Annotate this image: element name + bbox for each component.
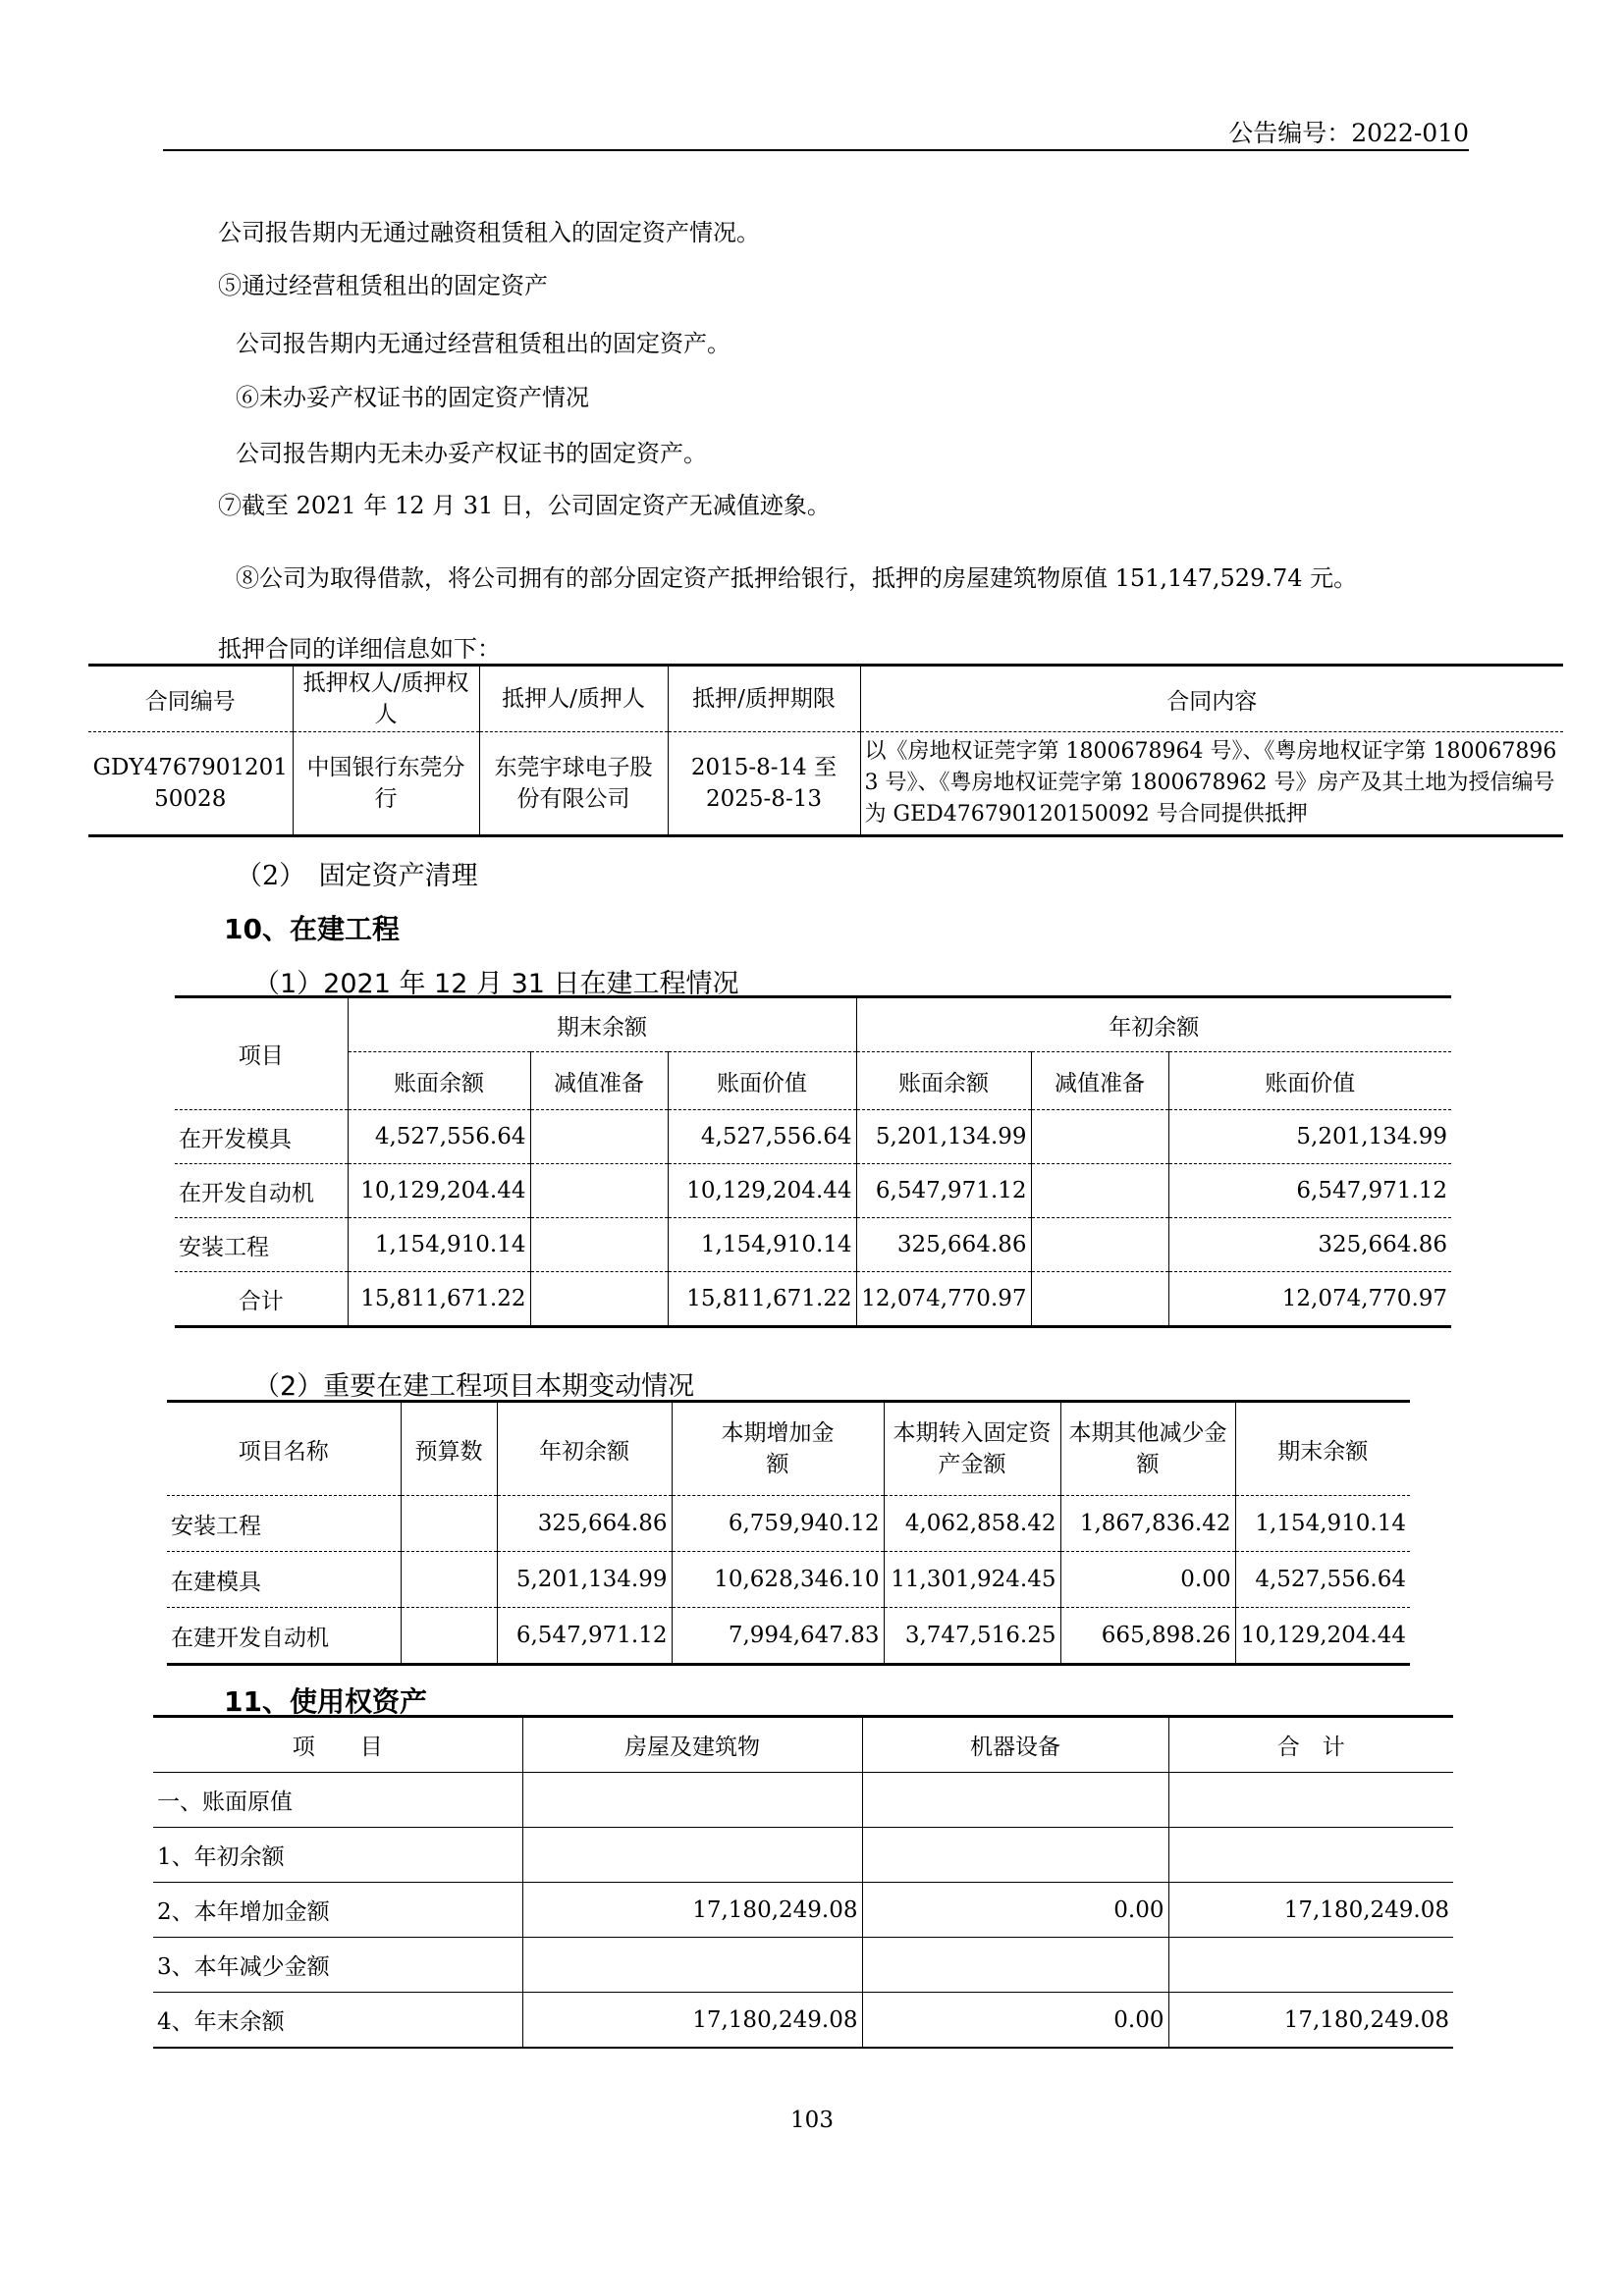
row-item: 安装工程 [175, 1218, 348, 1272]
project-name: 在建开发自动机 [167, 1608, 401, 1665]
table-row [167, 1496, 1410, 1552]
table-row [153, 1883, 1453, 1938]
end-book: 4,527,556.64 [348, 1110, 530, 1164]
col-building: 房屋及建筑物 [522, 1717, 862, 1773]
machine: 0.00 [862, 1993, 1168, 2049]
contract-no: GDY476790120150028 [88, 732, 293, 836]
end-book: 10,129,204.44 [348, 1164, 530, 1218]
page-number: 103 [790, 2108, 834, 2133]
group-begin-balance: 年初余额 [856, 997, 1451, 1052]
table-row [175, 1218, 1451, 1272]
paragraph-mortgage: ⑧公司为取得借款，将公司拥有的部分固定资产抵押给银行，抵押的房屋建筑物原值 151,147,529.74 元。 [236, 564, 1358, 592]
end-value: 15,811,671.22 [668, 1272, 856, 1327]
to-fixed: 3,747,516.25 [884, 1608, 1060, 1665]
end-balance: 10,129,204.44 [1235, 1608, 1410, 1665]
row-item: 2、本年增加金额 [153, 1883, 522, 1938]
col-name: 项目名称 [167, 1402, 401, 1496]
paragraph-no-cert-heading: ⑥未办妥产权证书的固定资产情况 [236, 384, 589, 411]
end-value: 10,129,204.44 [668, 1164, 856, 1218]
increase: 10,628,346.10 [672, 1552, 884, 1608]
table-row [153, 1773, 1453, 1828]
col-begin: 年初余额 [497, 1402, 672, 1496]
col-beg-value: 账面价值 [1168, 1052, 1451, 1110]
budget [401, 1552, 497, 1608]
col-mortgagor: 抵押人/质押人 [479, 666, 668, 732]
table-row [167, 1608, 1410, 1665]
beg-value: 12,074,770.97 [1168, 1272, 1451, 1327]
cip-section-title: 10、在建工程 [224, 913, 400, 945]
other-decrease: 0.00 [1060, 1552, 1235, 1608]
end-impair [530, 1164, 668, 1218]
row-item: 一、账面原值 [153, 1773, 522, 1828]
cip-balance-table [175, 995, 1451, 1328]
contract-content: 以《房地权证莞字第 1800678964 号》、《粤房地权证字第 1800678963 号》、《粤房地权证莞字第 1800678962 号》房产及其土地为授信编号为 GED476790120150092 号合同提供抵押 [860, 732, 1563, 836]
col-beg-book: 账面余额 [856, 1052, 1031, 1110]
table-header-row [88, 666, 1563, 732]
beg-book: 5,201,134.99 [856, 1110, 1031, 1164]
budget [401, 1496, 497, 1552]
cip-table1-title: （1）2021 年 12 月 31 日在建工程情况 [253, 969, 739, 999]
increase: 7,994,647.83 [672, 1608, 884, 1665]
end-balance: 4,527,556.64 [1235, 1552, 1410, 1608]
fixed-asset-cleanup-heading: （2） 固定资产清理 [236, 861, 478, 891]
total [1168, 1938, 1453, 1993]
beg-book: 325,664.86 [856, 1218, 1031, 1272]
table-row [88, 732, 1563, 836]
other-decrease: 665,898.26 [1060, 1608, 1235, 1665]
group-end-balance: 期末余额 [348, 997, 856, 1052]
table-row [167, 1552, 1410, 1608]
row-item: 3、本年减少金额 [153, 1938, 522, 1993]
rou-section-title: 11、使用权资产 [224, 1685, 427, 1718]
col-increase: 本期增加金额 [672, 1402, 884, 1496]
building [522, 1938, 862, 1993]
beg-value: 5,201,134.99 [1168, 1110, 1451, 1164]
paragraph-mortgage-detail-intro: 抵押合同的详细信息如下： [218, 635, 501, 663]
begin-balance: 325,664.86 [497, 1496, 672, 1552]
to-fixed: 4,062,858.42 [884, 1496, 1060, 1552]
project-name: 安装工程 [167, 1496, 401, 1552]
announcement-number: 公告编号：2022-010 [1228, 119, 1469, 147]
row-item: 在开发自动机 [175, 1164, 348, 1218]
right-of-use-table [153, 1715, 1453, 2049]
table-row [153, 1828, 1453, 1883]
col-content: 合同内容 [860, 666, 1563, 732]
header-rule [163, 149, 1469, 151]
mortgage-table [88, 664, 1563, 837]
paragraph-no-cert: 公司报告期内无未办妥产权证书的固定资产。 [236, 440, 707, 467]
table-header-row [175, 997, 1451, 1052]
row-item: 合计 [175, 1272, 348, 1327]
machine [862, 1828, 1168, 1883]
table-row [153, 1938, 1453, 1993]
col-other-dec: 本期其他减少金额 [1060, 1402, 1235, 1496]
machine: 0.00 [862, 1883, 1168, 1938]
col-budget: 预算数 [401, 1402, 497, 1496]
mortgagor: 东莞宇球电子股份有限公司 [479, 732, 668, 836]
period: 2015-8-14 至 2025-8-13 [668, 732, 860, 836]
mortgagee: 中国银行东莞分行 [293, 732, 479, 836]
table-row [175, 1164, 1451, 1218]
paragraph-op-lease-heading: ⑤通过经营租赁租出的固定资产 [218, 272, 548, 299]
building: 17,180,249.08 [522, 1883, 862, 1938]
col-item: 项 目 [153, 1717, 522, 1773]
beg-impair [1031, 1218, 1168, 1272]
project-name: 在建模具 [167, 1552, 401, 1608]
increase: 6,759,940.12 [672, 1496, 884, 1552]
cip-changes-table [167, 1400, 1410, 1666]
total [1168, 1773, 1453, 1828]
end-book: 1,154,910.14 [348, 1218, 530, 1272]
col-to-fixed: 本期转入固定资产金额 [884, 1402, 1060, 1496]
to-fixed: 11,301,924.45 [884, 1552, 1060, 1608]
end-impair [530, 1218, 668, 1272]
machine [862, 1938, 1168, 1993]
beg-value: 6,547,971.12 [1168, 1164, 1451, 1218]
paragraph-impairment: ⑦截至 2021 年 12 月 31 日，公司固定资产无减值迹象。 [218, 492, 831, 519]
col-period: 抵押/质押期限 [668, 666, 860, 732]
col-contract-no: 合同编号 [88, 666, 293, 732]
end-balance: 1,154,910.14 [1235, 1496, 1410, 1552]
total [1168, 1828, 1453, 1883]
paragraph-op-lease: 公司报告期内无通过经营租赁租出的固定资产。 [236, 330, 731, 357]
table-total-row [175, 1272, 1451, 1327]
col-item: 项目 [175, 997, 348, 1110]
table-subheader-row [175, 1052, 1451, 1110]
col-beg-impair: 减值准备 [1031, 1052, 1168, 1110]
beg-impair [1031, 1164, 1168, 1218]
paragraph-finance-lease: 公司报告期内无通过融资租赁租入的固定资产情况。 [218, 219, 760, 246]
beg-book: 12,074,770.97 [856, 1272, 1031, 1327]
table-row [175, 1110, 1451, 1164]
building: 17,180,249.08 [522, 1993, 862, 2049]
beg-impair [1031, 1110, 1168, 1164]
col-machine: 机器设备 [862, 1717, 1168, 1773]
col-end-book: 账面余额 [348, 1052, 530, 1110]
building [522, 1828, 862, 1883]
begin-balance: 6,547,971.12 [497, 1608, 672, 1665]
end-value: 1,154,910.14 [668, 1218, 856, 1272]
machine [862, 1773, 1168, 1828]
beg-value: 325,664.86 [1168, 1218, 1451, 1272]
col-total: 合 计 [1168, 1717, 1453, 1773]
row-item: 在开发模具 [175, 1110, 348, 1164]
end-book: 15,811,671.22 [348, 1272, 530, 1327]
row-item: 4、年末余额 [153, 1993, 522, 2049]
other-decrease: 1,867,836.42 [1060, 1496, 1235, 1552]
table-row [153, 1993, 1453, 2049]
beg-impair [1031, 1272, 1168, 1327]
table-header-row [153, 1717, 1453, 1773]
total: 17,180,249.08 [1168, 1993, 1453, 2049]
col-end-impair: 减值准备 [530, 1052, 668, 1110]
table-header-row [167, 1402, 1410, 1496]
end-impair [530, 1110, 668, 1164]
col-mortgagee: 抵押权人/质押权人 [293, 666, 479, 732]
end-value: 4,527,556.64 [668, 1110, 856, 1164]
col-end: 期末余额 [1235, 1402, 1410, 1496]
building [522, 1773, 862, 1828]
end-impair [530, 1272, 668, 1327]
beg-book: 6,547,971.12 [856, 1164, 1031, 1218]
total: 17,180,249.08 [1168, 1883, 1453, 1938]
begin-balance: 5,201,134.99 [497, 1552, 672, 1608]
cip-table2-title: （2）重要在建工程项目本期变动情况 [253, 1371, 695, 1402]
row-item: 1、年初余额 [153, 1828, 522, 1883]
col-end-value: 账面价值 [668, 1052, 856, 1110]
budget [401, 1608, 497, 1665]
